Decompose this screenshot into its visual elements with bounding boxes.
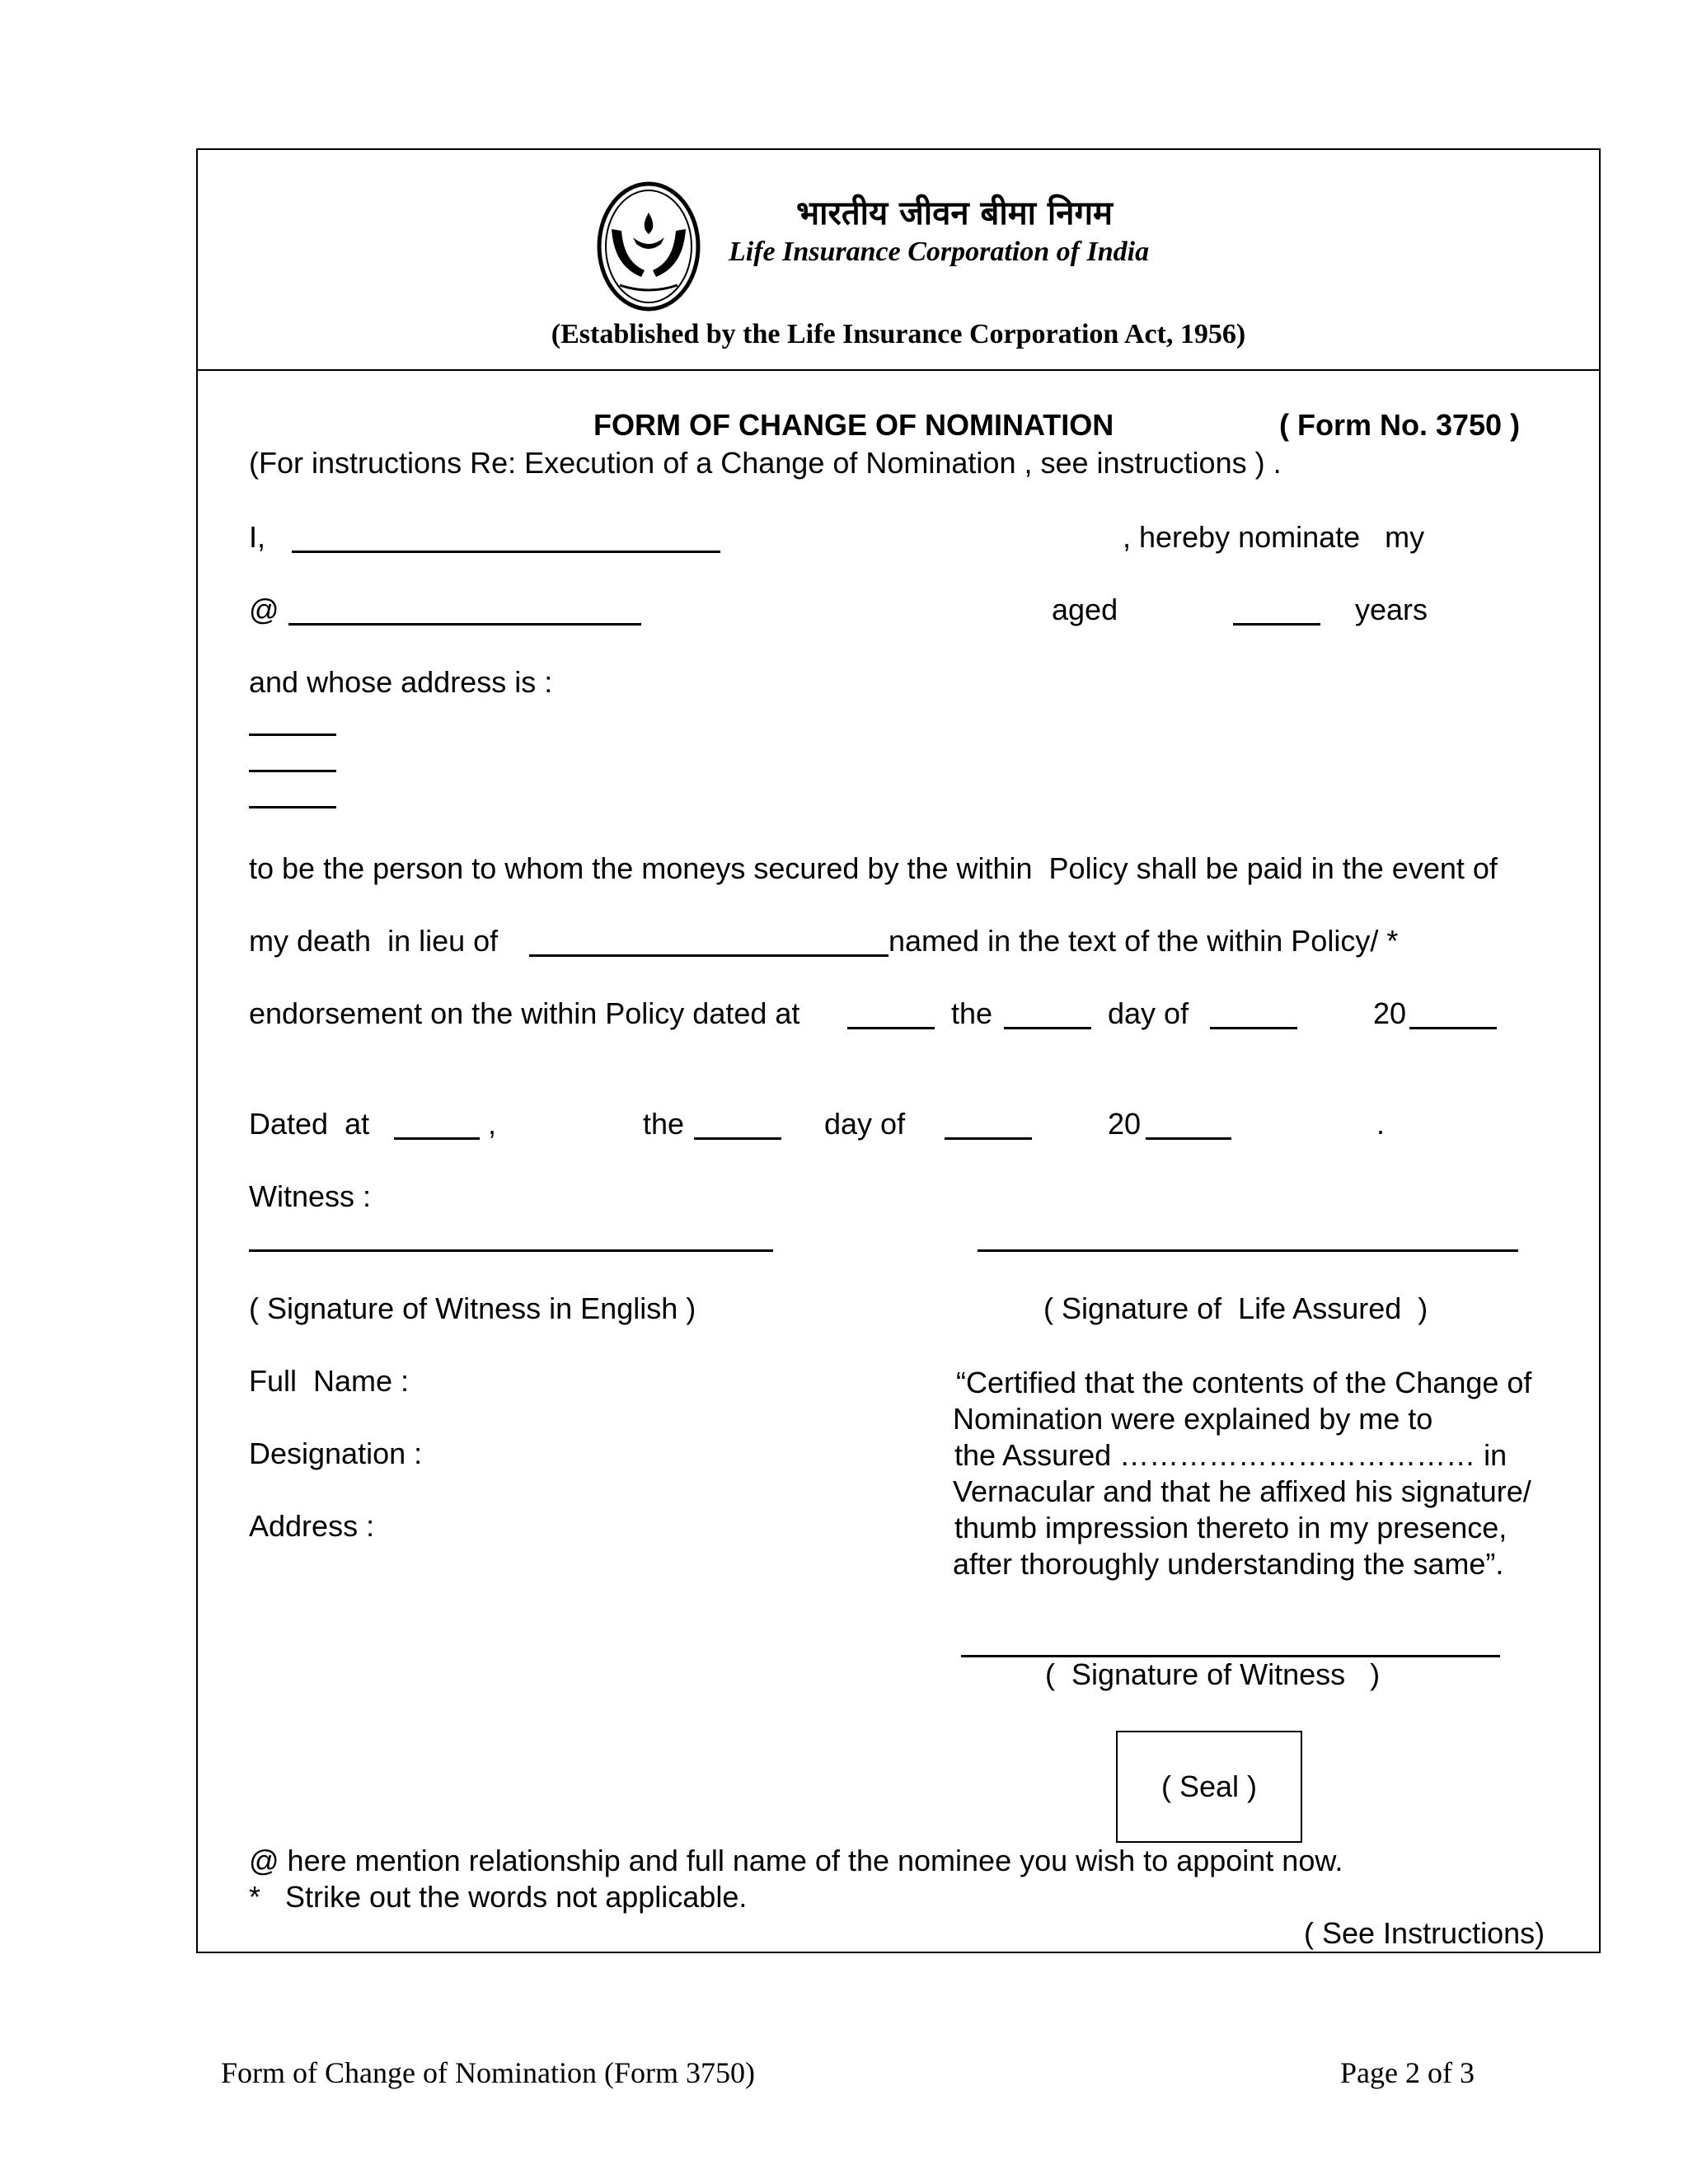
life-assured-signature-caption: ( Signature of Life Assured ) [1043, 1291, 1428, 1325]
footer-title: Form of Change of Nomination (Form 3750) [221, 2056, 755, 2089]
full-name-label: Full Name : [249, 1364, 410, 1398]
note-relationship: @ here mention relationship and full name of the nominee you wish to appoint now. [249, 1844, 1343, 1877]
address-label: and whose address is : [249, 665, 553, 699]
nominee-relationship-field[interactable] [288, 593, 641, 626]
footer-page-number: Page 2 of 3 [1340, 2056, 1475, 2089]
years-label: years [1355, 593, 1428, 626]
age-field[interactable] [1233, 593, 1320, 626]
nominator-name-field[interactable] [292, 521, 720, 553]
certification-line-1: “Certified that the contents of the Change of [956, 1366, 1532, 1399]
paragraph-line-3-year: 20 [1373, 996, 1407, 1030]
seal-label: ( Seal ) [1160, 1769, 1258, 1803]
endorsement-year-field[interactable] [1409, 997, 1497, 1029]
endorsement-place-field[interactable] [847, 997, 935, 1029]
aged-label: aged [1052, 593, 1118, 626]
witness-signature-label: ( Signature of Witness ) [1045, 1657, 1381, 1691]
paragraph-line-3-prefix: endorsement on the within Policy dated at [249, 996, 800, 1030]
logo-english-text: Life Insurance Corporation of India [729, 237, 1150, 267]
witness-label: Witness : [249, 1179, 372, 1213]
dated-dayof: day of [824, 1107, 906, 1141]
line2-prefix: @ [249, 593, 279, 626]
certification-line-2: Nomination were explained by me to [953, 1402, 1433, 1436]
address-line-1-field[interactable] [249, 707, 336, 736]
dated-the: the [643, 1107, 685, 1141]
logo-hindi-text: भारतीय जीवन बीमा निगम [796, 194, 1113, 232]
certification-line-6: after thoroughly understanding the same”. [953, 1547, 1504, 1581]
paragraph-line-2-suffix: named in the text of the within Policy/ * [889, 924, 1399, 958]
form-title: FORM OF CHANGE OF NOMINATION [593, 408, 1114, 442]
dated-label: Dated at [249, 1107, 370, 1141]
dated-month-field[interactable] [945, 1108, 1032, 1140]
address-witness-label: Address : [249, 1509, 375, 1543]
header-divider [196, 369, 1601, 371]
certification-line-4: Vernacular and that he affixed his signature/ [953, 1474, 1531, 1508]
paragraph-line-1: to be the person to whom the moneys secured by the within Policy shall be paid in the event of [249, 851, 1498, 885]
line1-prefix: I, [249, 520, 266, 554]
instructions-text: (For instructions Re: Execution of a Change of Nomination , see instructions ) . [249, 446, 1282, 480]
dated-year-field[interactable] [1146, 1108, 1231, 1140]
form-number: ( Form No. 3750 ) [1279, 408, 1521, 442]
paragraph-line-2-prefix: my death in lieu of [249, 924, 499, 958]
in-lieu-of-field[interactable] [529, 925, 889, 957]
life-assured-signature-field[interactable] [978, 1220, 1518, 1252]
certification-line-3: the Assured ……………………………… in [954, 1438, 1507, 1472]
dated-year-label: 20 [1108, 1107, 1142, 1141]
witness-signature-line[interactable] [961, 1625, 1500, 1657]
dated-period: . [1376, 1107, 1386, 1141]
address-line-2-field[interactable] [249, 743, 336, 772]
line1-suffix: , hereby nominate my [1123, 520, 1425, 554]
dated-comma: , [488, 1107, 497, 1141]
endorsement-day-field[interactable] [1004, 997, 1091, 1029]
paragraph-line-3-the: the [951, 996, 993, 1030]
established-text: (Established by the Life Insurance Corporation Act, 1956) [551, 319, 1246, 349]
witness-signature-caption: ( Signature of Witness in English ) [249, 1291, 696, 1325]
note-strike-out: * Strike out the words not applicable. [249, 1880, 748, 1914]
paragraph-line-3-dayof: day of [1108, 996, 1189, 1030]
dated-place-field[interactable] [394, 1108, 480, 1140]
endorsement-month-field[interactable] [1210, 997, 1297, 1029]
address-line-3-field[interactable] [249, 780, 336, 808]
dated-day-field[interactable] [694, 1108, 781, 1140]
designation-label: Designation : [249, 1436, 423, 1470]
lic-logo-icon [595, 180, 702, 313]
certification-line-5: thumb impression thereto in my presence, [954, 1511, 1507, 1544]
see-instructions: ( See Instructions) [1304, 1916, 1545, 1950]
witness-signature-field[interactable] [249, 1220, 773, 1252]
